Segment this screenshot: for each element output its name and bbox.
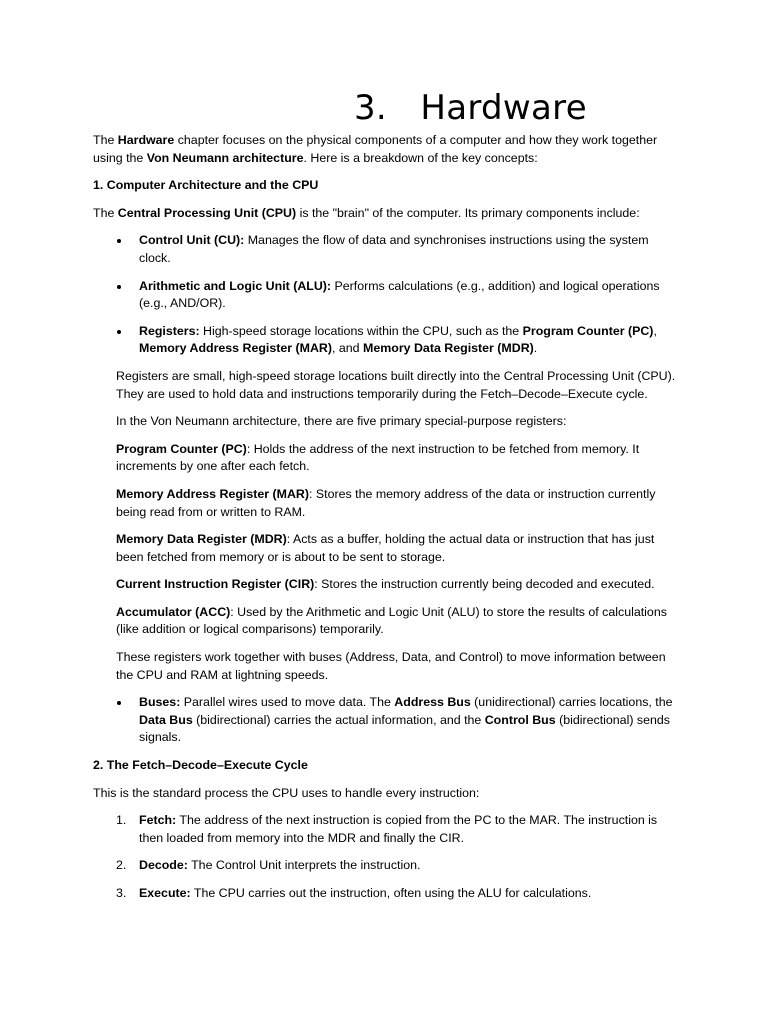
cycle-steps-list: [93, 812, 683, 902]
document-body: [93, 88, 683, 913]
list-item-decode: 2. Decode: The Control Unit interprets the instruction.: [93, 857, 683, 875]
list-number: 1.: [116, 813, 127, 828]
list-item-control-unit: Control Unit (CU): Manages the flow of data and synchronises instructions using the system clock.: [93, 232, 683, 267]
section-1-heading: 1. Computer Architecture and the CPU: [93, 178, 319, 193]
bullet-icon: [117, 285, 121, 289]
register-pc: Program Counter (PC): Holds the address of the next instruction to be fetched from memory. It increments by one after each fetch.: [116, 441, 640, 474]
list-item-buses: Buses: Parallel wires used to move data. The Address Bus (unidirectional) carries locations, the Data Bus (bidirectional) carries the actual information, and the Control Bus (bidirectional) sends signals.: [93, 694, 683, 747]
list-number: 2.: [116, 858, 127, 873]
register-cir: Current Instruction Register (CIR): Stores the instruction currently being decoded and executed.: [116, 577, 655, 592]
section-2-heading: 2. The Fetch–Decode–Execute Cycle: [93, 758, 308, 773]
register-mar: Memory Address Register (MAR): Stores the memory address of the data or instruction currently being read from or written to RAM.: [116, 486, 656, 519]
list-item-alu: Arithmetic and Logic Unit (ALU): Performs calculations (e.g., addition) and logical operations (e.g., AND/OR).: [93, 278, 683, 313]
register-mdr: Memory Data Register (MDR): Acts as a buffer, holding the actual data or instruction that has just been fetched from memory or is about to be sent to storage.: [116, 532, 655, 564]
cpu-components-list: [93, 232, 683, 358]
cycle-intro-paragraph: This is the standard process the CPU uses to handle every instruction:: [93, 785, 480, 800]
list-item-execute: 3. Execute: The CPU carries out the instruction, often using the ALU for calculations.: [93, 885, 683, 903]
list-number: 3.: [116, 886, 127, 900]
intro-paragraph: The Hardware chapter focuses on the physical components of a computer and how they work together using the Von Neumann architecture. Here is a breakdown of the key concepts:: [93, 133, 658, 165]
cpu-intro-paragraph: The Central Processing Unit (CPU) is the "brain" of the computer. Its primary components include:: [93, 205, 640, 220]
register-acc: Accumulator (ACC): Used by the Arithmetic and Logic Unit (ALU) to store the results of calculations (like addition or logical comparisons) temporarily.: [116, 604, 667, 637]
bullet-icon: [117, 330, 121, 334]
buses-paragraph: These registers work together with buses (Address, Data, and Control) to move information between the CPU and RAM at lightning speeds.: [116, 650, 666, 682]
bullet-icon: [117, 701, 121, 705]
list-item-registers: Registers: High-speed storage locations within the CPU, such as the Program Counter (PC), Memory Address Register (MAR), and Memory Data Register (MDR).: [93, 323, 683, 358]
registers-paragraph: Registers are small, high-speed storage locations built directly into the Central Processing Unit (CPU). They are used to hold data and instructions temporarily during the Fetch–Decode–Execute cycle.: [116, 368, 676, 401]
page-title: 3. Hardware: [354, 88, 587, 128]
list-item-fetch: 1. Fetch: The address of the next instruction is copied from the PC to the MAR. The instruction is then loaded from memory into the MDR and finally the CIR.: [116, 813, 658, 845]
von-neumann-paragraph: In the Von Neumann architecture, there are five primary special-purpose registers:: [116, 414, 567, 429]
bullet-icon: [117, 239, 121, 243]
buses-list: [93, 694, 683, 747]
